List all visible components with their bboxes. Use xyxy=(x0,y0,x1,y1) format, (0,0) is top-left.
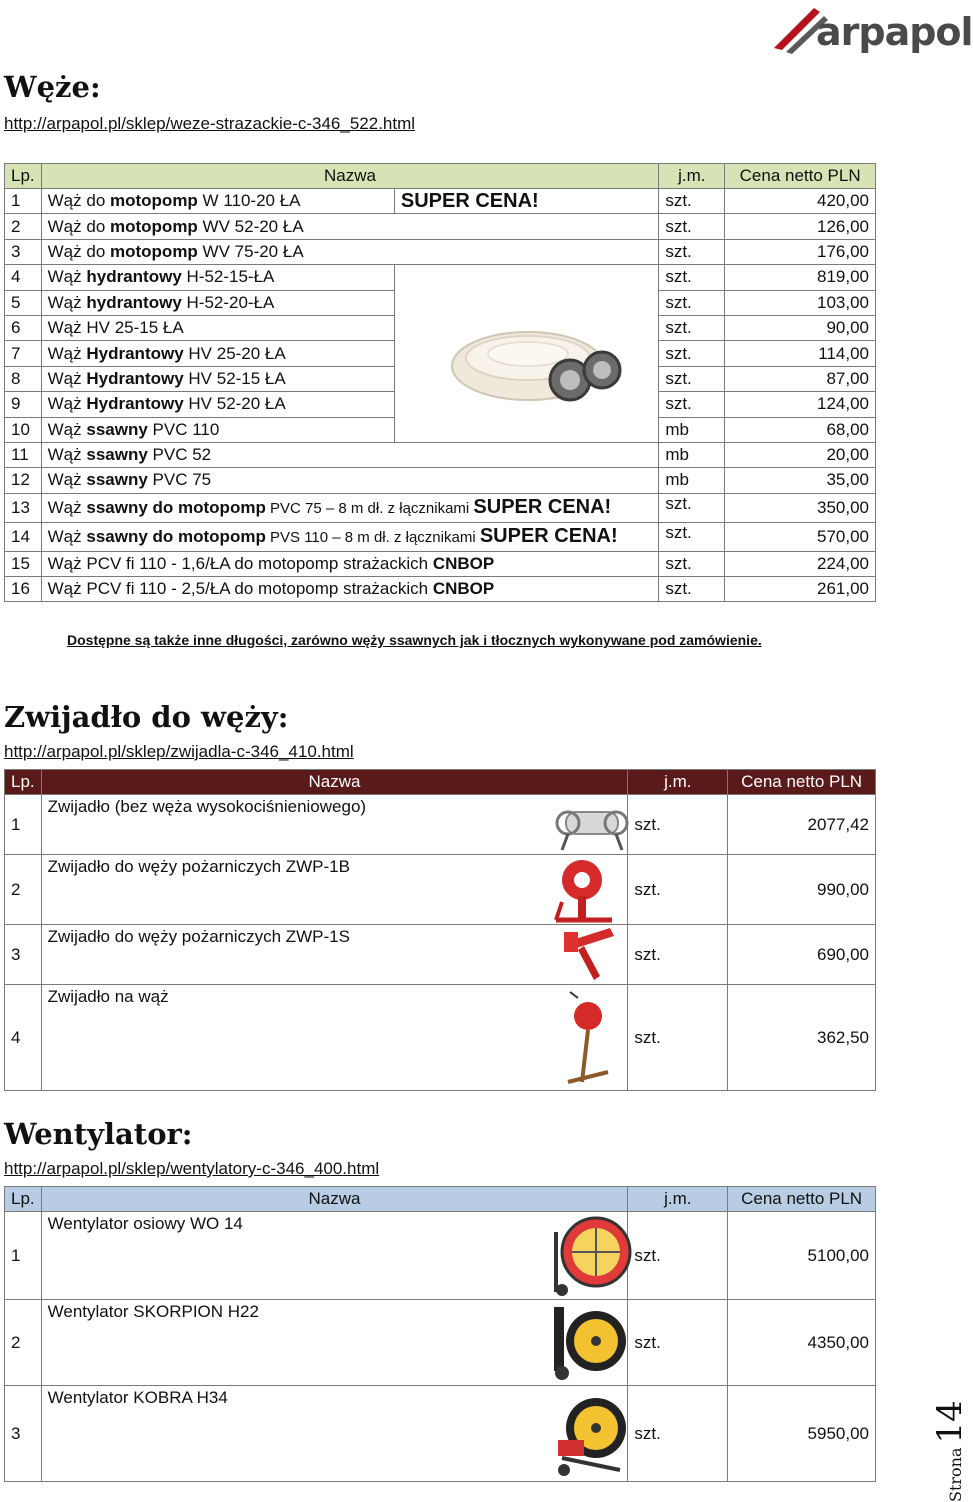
name-pre: Wąż xyxy=(47,419,87,439)
cell-cena: 87,00 xyxy=(725,366,876,391)
cell-lp: 4 xyxy=(5,985,42,1091)
table-zwijadlo xyxy=(4,769,876,1091)
link-zwijadlo[interactable]: http://arpapol.pl/sklep/zwijadla-c-346_410.html xyxy=(4,742,354,761)
cell-nazwa xyxy=(41,214,659,239)
name-bold: ssawny do motopomp xyxy=(86,498,266,518)
cell-cena: 224,00 xyxy=(725,551,876,576)
table-row xyxy=(5,925,876,985)
name-bold: motopomp xyxy=(110,241,198,261)
cell-cena: 4350,00 xyxy=(728,1300,876,1386)
name-bold: motopomp xyxy=(110,216,198,236)
name-bold: hydrantowy xyxy=(86,292,182,312)
name-post: H-52-15-ŁA xyxy=(181,267,275,287)
cell-lp: 15 xyxy=(5,551,42,576)
cell-jm: szt. xyxy=(628,795,728,855)
name-pre: Wąż xyxy=(47,498,87,518)
page-number-value: 14 xyxy=(930,1400,970,1444)
cell-lp: 2 xyxy=(5,214,42,239)
table-row xyxy=(5,795,876,855)
cell-cena: 261,00 xyxy=(725,577,876,602)
cell-nazwa: Wentylator KOBRA H34 xyxy=(41,1386,628,1482)
header-cena: Cena netto PLN xyxy=(725,164,876,189)
name-post: PVC 110 xyxy=(147,419,220,439)
fan-image-2 xyxy=(548,1303,632,1383)
name-post: PVC 75 – 8 m dł. z łącznikami xyxy=(265,500,474,518)
header-nazwa: Nazwa xyxy=(41,1187,628,1212)
table-weze xyxy=(4,163,876,602)
header-nazwa: Nazwa xyxy=(41,770,628,795)
logo-text: arpapol xyxy=(816,10,973,54)
name-pre: Wąż xyxy=(47,267,87,287)
cell-nazwa xyxy=(41,442,659,467)
cell-lp: 10 xyxy=(5,417,42,442)
table-row xyxy=(5,468,876,493)
header-nazwa: Nazwa xyxy=(41,164,659,189)
name-post: PVS 110 – 8 m dł. z łącznikami xyxy=(265,529,480,547)
table-row xyxy=(5,214,876,239)
header-jm: j.m. xyxy=(659,164,725,189)
cell-cena: 2077,42 xyxy=(728,795,876,855)
name-bold: ssawny do motopomp xyxy=(86,527,266,547)
cell-jm: szt. xyxy=(659,341,725,366)
name-pre: Wąż do xyxy=(47,241,110,261)
cell-lp: 13 xyxy=(5,493,42,522)
table-row xyxy=(5,855,876,925)
name-post: H-52-20-ŁA xyxy=(181,292,275,312)
name-bold: Hydrantowy xyxy=(86,368,184,388)
cell-jm: szt. xyxy=(628,925,728,985)
cell-lp: 11 xyxy=(5,442,42,467)
cell-cena: 690,00 xyxy=(728,925,876,985)
name-post: HV 52-15 ŁA xyxy=(183,368,286,388)
cell-nazwa xyxy=(41,239,659,264)
name-bold: ssawny xyxy=(86,419,148,439)
cell-jm: szt. xyxy=(628,855,728,925)
reel-image-4 xyxy=(560,990,616,1090)
fan-image-3 xyxy=(550,1388,632,1480)
cell-cena: 176,00 xyxy=(725,239,876,264)
cell-lp: 6 xyxy=(5,315,42,340)
cell-nazwa xyxy=(41,417,394,442)
cell-cena: 90,00 xyxy=(725,315,876,340)
name-pre: Wąż do xyxy=(47,191,110,211)
cell-cena: 5950,00 xyxy=(728,1386,876,1482)
header-lp: Lp. xyxy=(5,770,42,795)
cell-lp: 4 xyxy=(5,265,42,290)
cell-lp: 1 xyxy=(5,1212,42,1300)
cell-nazwa xyxy=(41,189,394,214)
cell-cena: 5100,00 xyxy=(728,1212,876,1300)
cell-jm: mb xyxy=(659,417,725,442)
table-row xyxy=(5,985,876,1091)
name-post: WV 52-20 ŁA xyxy=(197,216,304,236)
arpapol-logo xyxy=(770,2,973,60)
cell-cena: 420,00 xyxy=(725,189,876,214)
cell-cena: 103,00 xyxy=(725,290,876,315)
cell-nazwa: Zwijadło na wąż xyxy=(41,985,628,1091)
name-post: HV 52-20 ŁA xyxy=(183,394,286,414)
cell-super-cena xyxy=(394,189,658,214)
name-post: HV 25-20 ŁA xyxy=(183,343,286,363)
name-post: WV 75-20 ŁA xyxy=(197,241,304,261)
cell-jm: szt. xyxy=(659,366,725,391)
table-row xyxy=(5,1300,876,1386)
table-row xyxy=(5,577,876,602)
name-post: PVC 75 xyxy=(147,470,212,490)
cell-lp: 2 xyxy=(5,855,42,925)
header-jm: j.m. xyxy=(628,1187,728,1212)
cell-nazwa xyxy=(41,522,659,551)
cell-jm: szt. xyxy=(659,189,725,214)
cell-nazwa: Wentylator SKORPION H22 xyxy=(41,1300,628,1386)
cell-jm: szt. xyxy=(659,522,725,551)
cell-nazwa xyxy=(41,551,659,576)
name-bold: Hydrantowy xyxy=(86,343,184,363)
cell-nazwa xyxy=(41,468,659,493)
cell-lp: 9 xyxy=(5,392,42,417)
cell-nazwa xyxy=(41,265,394,290)
cell-cena: 20,00 xyxy=(725,442,876,467)
cell-nazwa xyxy=(41,341,394,366)
name-pre: Wąż HV 25-15 ŁA xyxy=(47,318,184,338)
cell-jm: szt. xyxy=(628,1212,728,1300)
name-pre: Wąż do xyxy=(47,216,110,236)
cell-jm: szt. xyxy=(628,1300,728,1386)
page-label: Strona xyxy=(946,1447,965,1502)
cell-jm: szt. xyxy=(659,239,725,264)
table-row xyxy=(5,522,876,551)
name-pre: Wąż xyxy=(47,527,87,547)
header-lp: Lp. xyxy=(5,1187,42,1212)
cell-lp: 3 xyxy=(5,1386,42,1482)
page-number xyxy=(930,1400,970,1502)
cell-cena: 819,00 xyxy=(725,265,876,290)
name-bold: Hydrantowy xyxy=(86,394,184,414)
cell-nazwa xyxy=(41,493,659,522)
cell-jm: szt. xyxy=(659,214,725,239)
reel-image-2 xyxy=(548,856,628,924)
header-cena: Cena netto PLN xyxy=(728,770,876,795)
name-bold: ssawny xyxy=(86,470,148,490)
super-cena-badge: SUPER CENA! xyxy=(479,525,618,548)
cell-cena: 570,00 xyxy=(725,522,876,551)
name-pre: Wąż xyxy=(47,445,87,465)
name-post: W 110-20 ŁA xyxy=(197,191,301,211)
super-cena-badge: SUPER CENA! xyxy=(400,189,539,212)
cell-cena: 350,00 xyxy=(725,493,876,522)
cell-jm: szt. xyxy=(659,290,725,315)
cell-jm: szt. xyxy=(659,392,725,417)
cell-cena: 124,00 xyxy=(725,392,876,417)
cell-cena: 990,00 xyxy=(728,855,876,925)
table-wentylator xyxy=(4,1186,876,1482)
cell-lp: 1 xyxy=(5,189,42,214)
table-row xyxy=(5,189,876,214)
header-lp: Lp. xyxy=(5,164,42,189)
name-pre: Wąż xyxy=(47,470,87,490)
note-dlugosci: Dostępne są także inne długości, zarówno węży ssawnych jak i tłocznych wykonywane pod zamówienie. xyxy=(67,632,762,648)
cell-jm: szt. xyxy=(659,551,725,576)
table-row xyxy=(5,442,876,467)
header-jm: j.m. xyxy=(628,770,728,795)
cell-jm: szt. xyxy=(659,493,725,522)
cell-jm: szt. xyxy=(628,1386,728,1482)
cell-nazwa xyxy=(41,315,394,340)
fan-image-1 xyxy=(546,1212,632,1298)
cell-nazwa: Wentylator osiowy WO 14 xyxy=(41,1212,628,1300)
reel-image-1 xyxy=(556,798,632,854)
cell-nazwa: Zwijadło do węży pożarniczych ZWP-1B xyxy=(41,855,628,925)
cell-jm: szt. xyxy=(659,265,725,290)
cell-lp: 16 xyxy=(5,577,42,602)
reel-image-3 xyxy=(560,924,620,984)
table-row xyxy=(5,239,876,264)
link-wentylator[interactable]: http://arpapol.pl/sklep/wentylatory-c-346_400.html xyxy=(4,1159,380,1178)
cell-lp: 7 xyxy=(5,341,42,366)
cell-jm: szt. xyxy=(659,315,725,340)
link-weze[interactable]: http://arpapol.pl/sklep/weze-strazackie-c-346_522.html xyxy=(4,114,416,133)
cell-jm: mb xyxy=(659,468,725,493)
name-bold: hydrantowy xyxy=(86,267,182,287)
cell-cena: 362,50 xyxy=(728,985,876,1091)
name-bold: CNBOP xyxy=(432,553,495,573)
section-title-weze: Węże: xyxy=(4,70,101,104)
name-pre: Wąż xyxy=(47,368,87,388)
cell-nazwa xyxy=(41,366,394,391)
name-post: PVC 52 xyxy=(147,445,212,465)
cell-jm: mb xyxy=(659,442,725,467)
cell-lp: 3 xyxy=(5,239,42,264)
cell-lp: 2 xyxy=(5,1300,42,1386)
cell-jm: szt. xyxy=(628,985,728,1091)
cell-lp: 1 xyxy=(5,795,42,855)
cell-cena: 126,00 xyxy=(725,214,876,239)
name-bold: motopomp xyxy=(110,191,198,211)
fire-hose-image xyxy=(448,318,628,408)
table-row xyxy=(5,1386,876,1482)
cell-cena: 68,00 xyxy=(725,417,876,442)
cell-lp: 12 xyxy=(5,468,42,493)
table-row xyxy=(5,493,876,522)
cell-lp: 14 xyxy=(5,522,42,551)
cell-nazwa xyxy=(41,290,394,315)
super-cena-badge: SUPER CENA! xyxy=(473,496,612,519)
cell-nazwa xyxy=(41,392,394,417)
cell-cena: 35,00 xyxy=(725,468,876,493)
name-pre: Wąż PCV fi 110 - 2,5/ŁA do motopomp strażackich xyxy=(47,579,433,599)
name-pre: Wąż xyxy=(47,343,87,363)
cell-lp: 3 xyxy=(5,925,42,985)
cell-lp: 8 xyxy=(5,366,42,391)
name-pre: Wąż xyxy=(47,394,87,414)
header-cena: Cena netto PLN xyxy=(728,1187,876,1212)
cell-cena: 114,00 xyxy=(725,341,876,366)
section-title-zwijadlo: Zwijadło do węży: xyxy=(4,700,289,734)
cell-nazwa: Zwijadło (bez węża wysokociśnieniowego) xyxy=(41,795,628,855)
name-bold: CNBOP xyxy=(432,579,495,599)
cell-lp: 5 xyxy=(5,290,42,315)
table-row xyxy=(5,265,876,290)
table-row xyxy=(5,551,876,576)
cell-nazwa xyxy=(41,577,659,602)
name-bold: ssawny xyxy=(86,445,148,465)
table-row xyxy=(5,1212,876,1300)
name-pre: Wąż xyxy=(47,292,87,312)
section-title-wentylator: Wentylator: xyxy=(4,1117,193,1151)
cell-nazwa: Zwijadło do węży pożarniczych ZWP-1S xyxy=(41,925,628,985)
name-pre: Wąż PCV fi 110 - 1,6/ŁA do motopomp strażackich xyxy=(47,553,433,573)
cell-jm: szt. xyxy=(659,577,725,602)
